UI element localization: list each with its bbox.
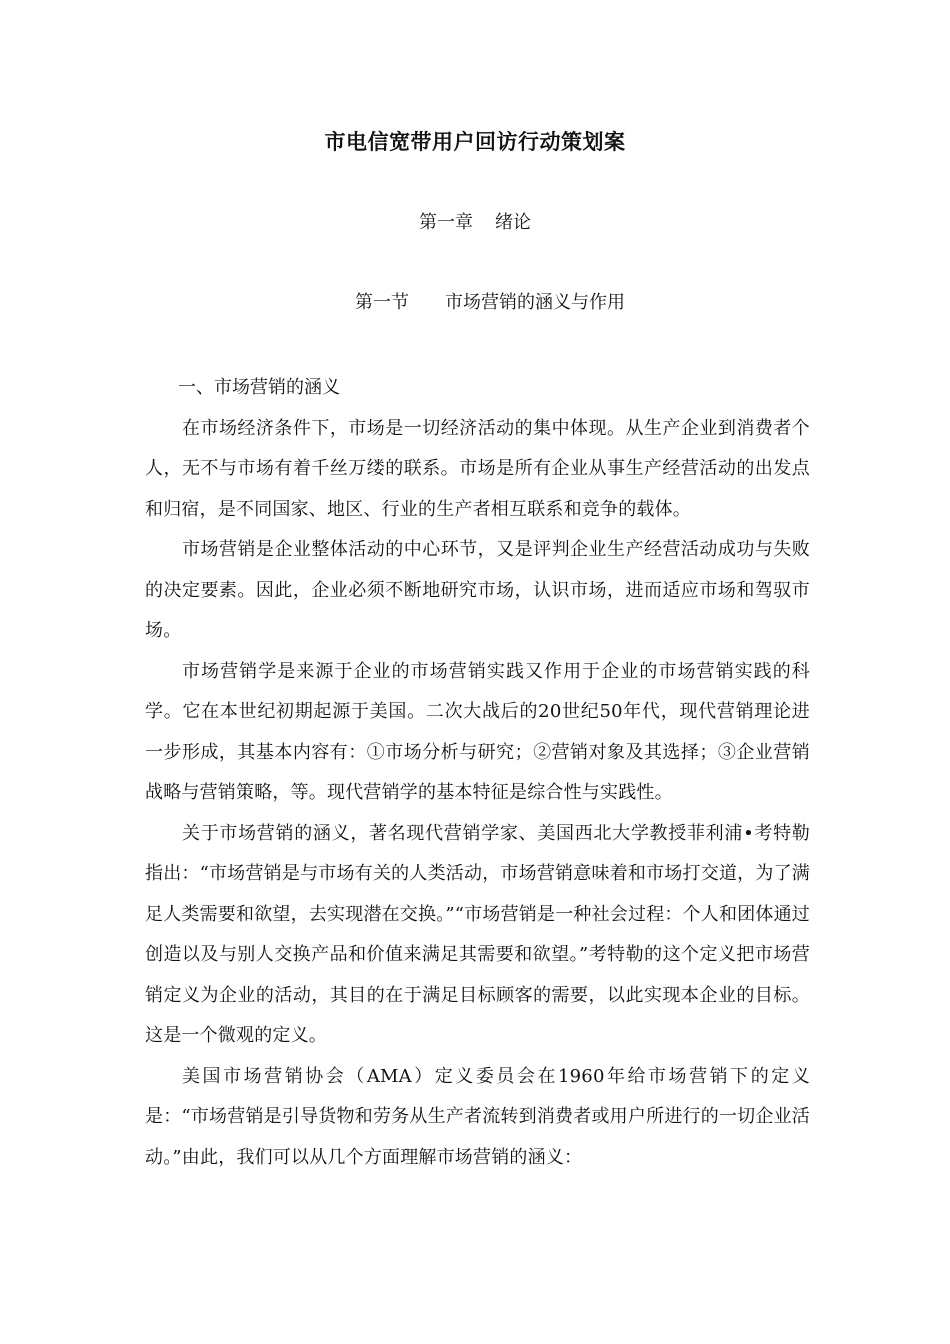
paragraph: 在市场经济条件下，市场是一切经济活动的集中体现。从生产企业到消费者个人，无不与市场有着千丝万缕的联系。市场是所有企业从事生产经营活动的出发点和归宿，是不同国家、地区、行业的生产者相互联系和竞争的载体。 (145, 417, 810, 520)
section-heading (0, 288, 950, 314)
paragraph: 市场营销学是来源于企业的市场营销实践又作用于企业的市场营销实践的科学。它在本世纪初期起源于美国。二次大战后的20世纪50年代，现代营销理论进一步形成，其基本内容有：①市场分析与研究；②营销对象及其选择；③企业营销战略与营销策略，等。现代营销学的基本特征是综合性与实践性。 (145, 660, 810, 803)
subheading: 一、市场营销的涵义 (178, 377, 340, 398)
chapter-name: 绪论 (495, 212, 531, 233)
document-title: 市电信宽带用户回访行动策划案 (324, 129, 626, 154)
paragraph: 美国市场营销协会（AMA）定义委员会在1960年给市场营销下的定义是：“市场营销是引导货物和劳务从生产者流转到消费者或用户所进行的一切企业活动。”由此，我们可以从几个方面理解市场营销的涵义： (145, 1065, 810, 1168)
section-number: 第一节 (355, 292, 409, 313)
section-name: 市场营销的涵义与作用 (445, 292, 625, 313)
document-body (145, 368, 810, 1178)
chapter-number: 第一章 (419, 212, 473, 233)
paragraph: 关于市场营销的涵义，著名现代营销学家、美国西北大学教授菲利浦•考特勒指出：“市场营销是与市场有关的人类活动，市场营销意味着和市场打交道，为了满足人类需要和欲望，去实现潜在交换。”“市场营销是一种社会过程：个人和团体通过创造以及与别人交换产品和价值来满足其需要和欲望。”考特勒的这个定义把市场营销定义为企业的活动，其目的在于满足目标顾客的需要，以此实现本企业的目标。这是一个微观的定义。 (145, 822, 811, 1046)
chapter-heading (0, 208, 950, 234)
paragraph: 市场营销是企业整体活动的中心环节，又是评判企业生产经营活动成功与失败的决定要素。因此，企业必须不断地研究市场，认识市场，进而适应市场和驾驭市场。 (145, 539, 810, 641)
